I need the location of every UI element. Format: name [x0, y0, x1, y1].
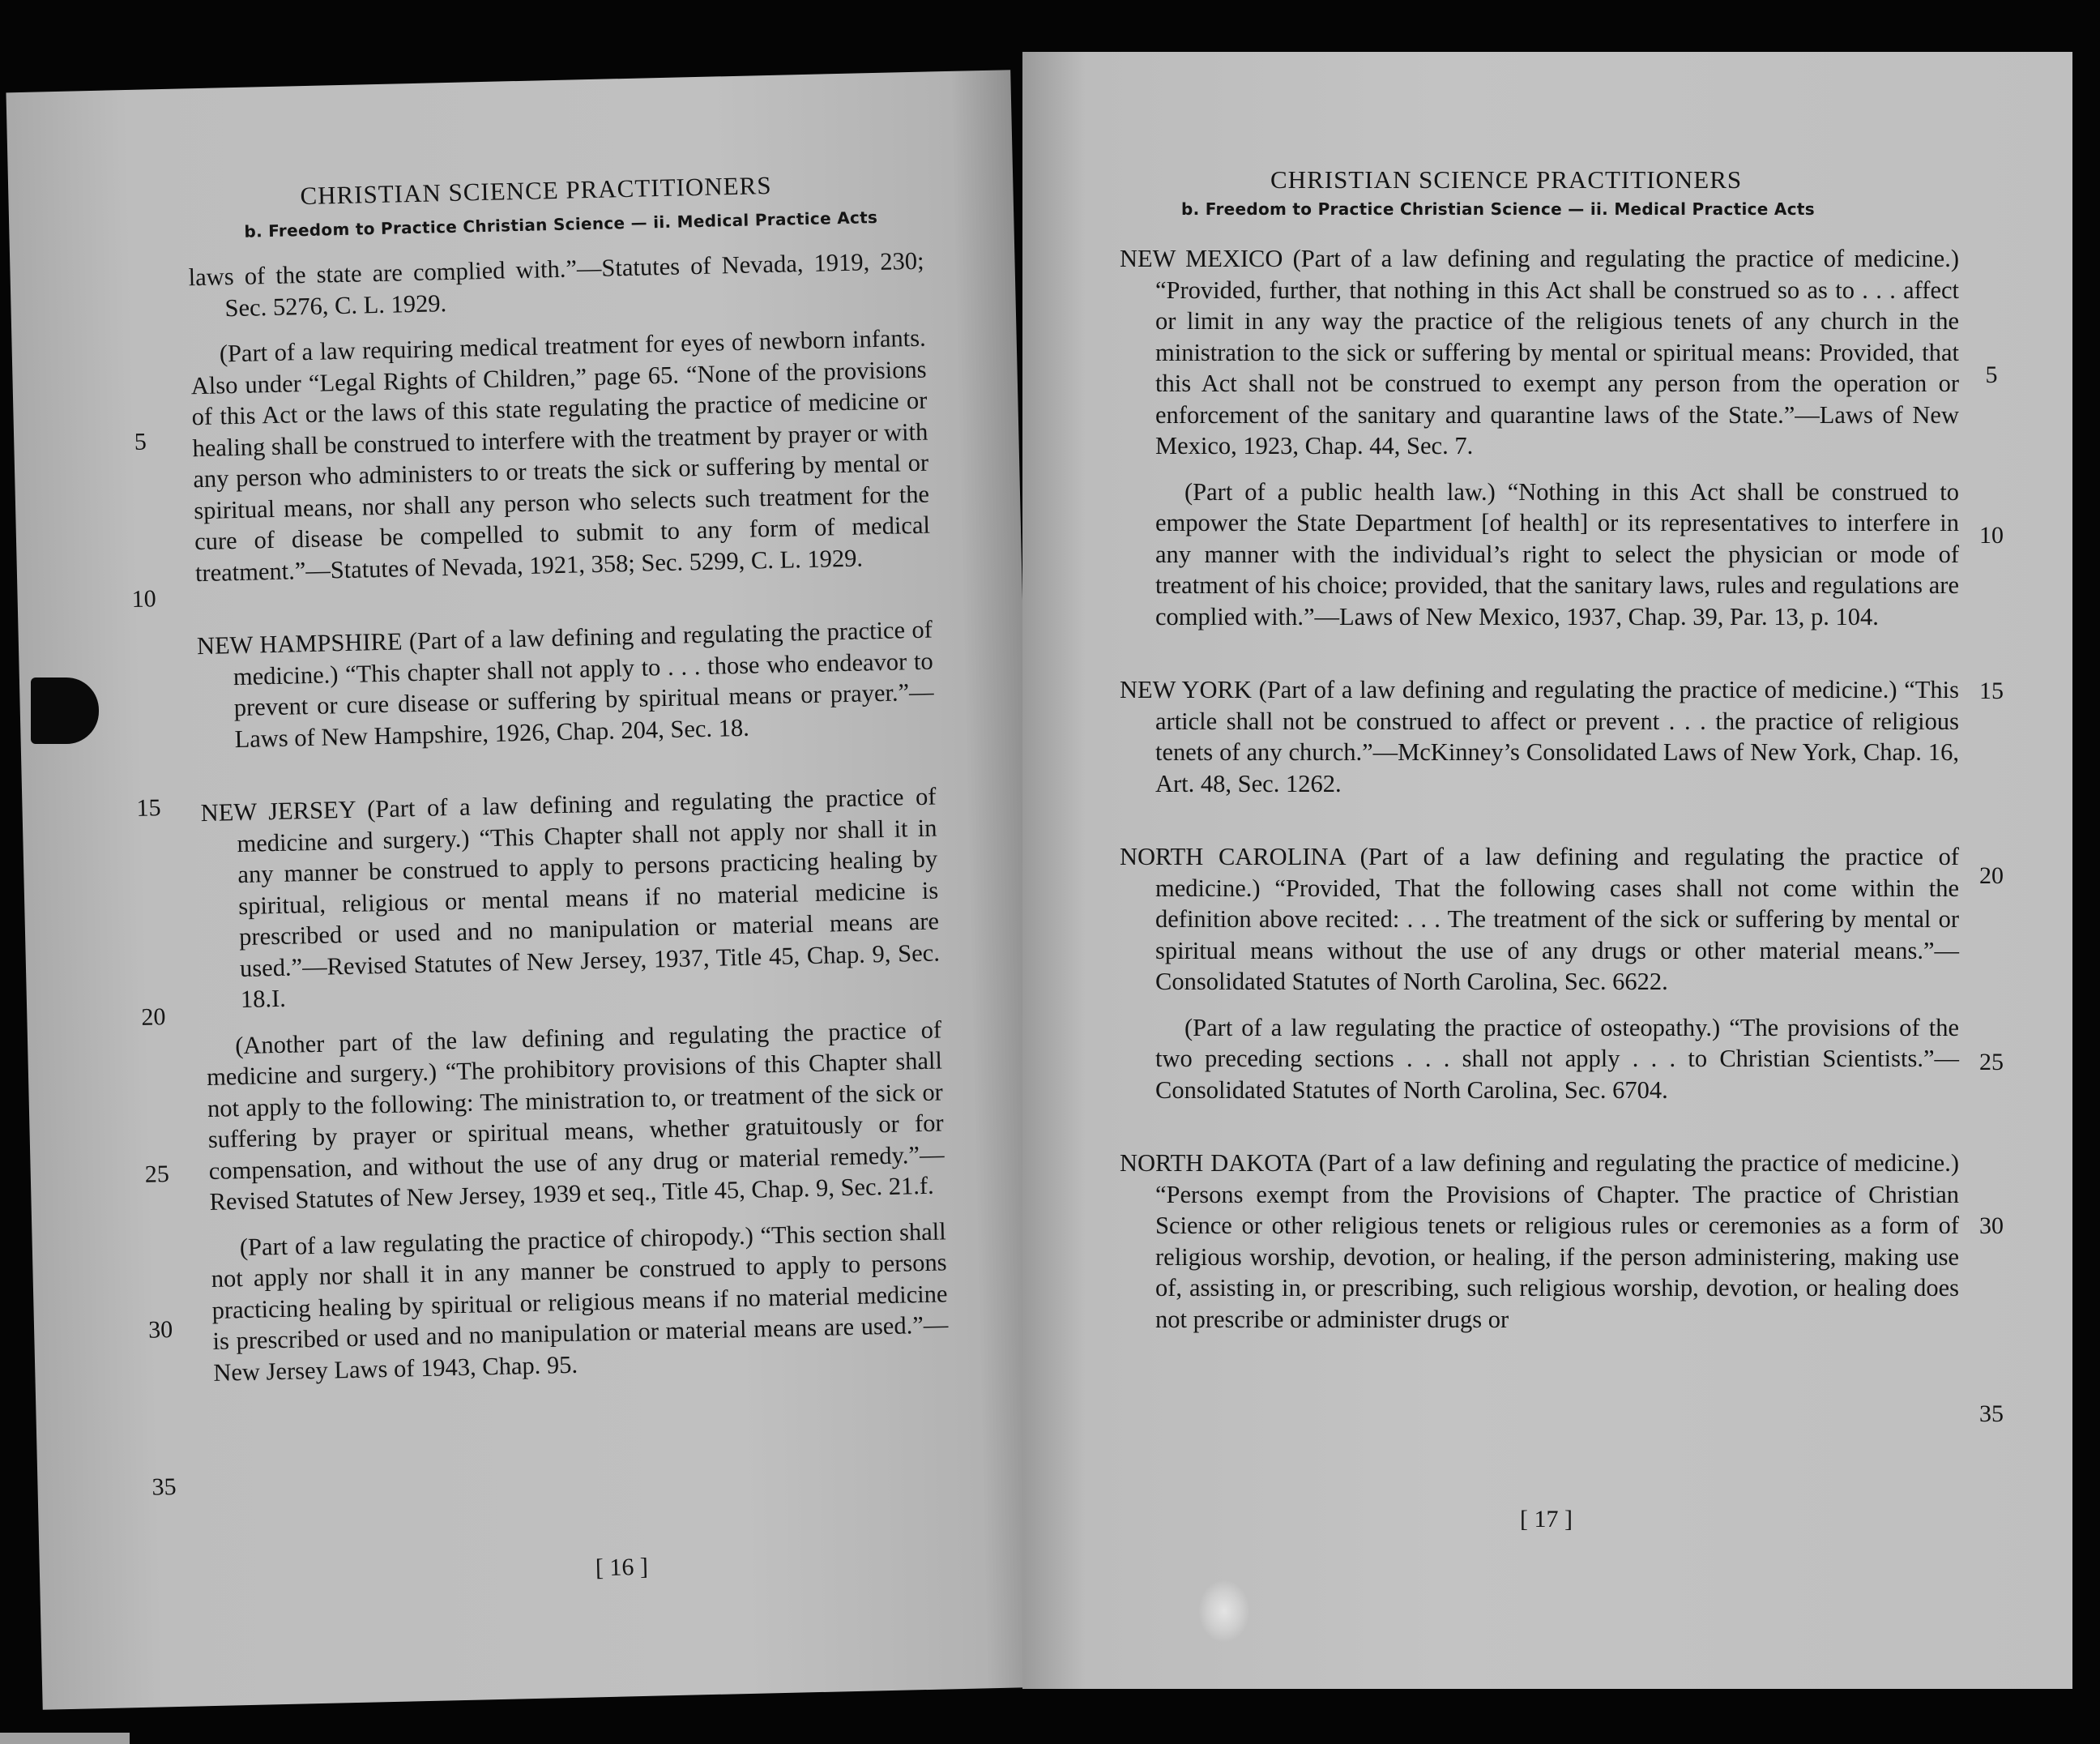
running-head-subtitle: b. Freedom to Practice Christian Science — ii. Medical Practice Acts	[244, 207, 878, 242]
paragraph-north-carolina: NORTH CAROLINA (Part of a law defining and regulating the practice of medicine.) “Provided, That the following cases shall not come within the definition above recited: . . . The treatment of the sick or suffering by mental or spiritual means without the use of any drugs or other material means.”—Consolidated Statutes of North Carolina, Sec. 6622.	[1120, 843, 1959, 995]
line-number: 30	[1979, 1212, 2004, 1239]
paragraph: laws of the state are complied with.”—Statutes of Nevada, 1919, 230; Sec. 5276, C. L. 1929.	[188, 246, 924, 322]
paragraph-new-mexico: NEW MEXICO (Part of a law defining and regulating the practice of medicine.) “Provided, further, that nothing in this Act shall be construed so as to . . . affect or limit in any way the practice of the religious tenets of any church in the ministration to the sick or suffering by mental or spiritual means: Provided, that this Act shall not be construed to exempt any person from the operation or enforcement of the sanitary and quarantine laws of the State.”—Laws of New Mexico, 1923, Chap. 44, Sec. 7.	[1120, 245, 1959, 460]
paragraph: (Another part of the law defining and regulating the practice of medicine and surgery.) “The prohibitory provisions of this Chapter shall not apply to the following: The ministration to, or treatment of the sick or suffering by prayer or spiritual means, whether gratuitously or for compensation, and without the use of any drug or material remedy.”—Revised Statutes of New Jersey, 1939 et seq., Title 45, Chap. 9, Sec. 21.f.	[206, 1015, 945, 1216]
line-number: 35	[152, 1473, 177, 1501]
paragraph-new-jersey: NEW JERSEY (Part of a law defining and regulating the practice of medicine and surgery.) “This Chapter shall not apply nor shall it in any manner be construed to apply to persons practicing healing by spiritual, religious or mental means if no material medicine is prescribed or used and no manipulation or material means are used.”—Revised Statutes of New Jersey, 1937, Title 45, Chap. 9, Sec. 18.I.	[200, 782, 941, 1014]
left-page	[6, 70, 1047, 1710]
paper-smudge	[1199, 1580, 1249, 1642]
right-page	[1022, 52, 2072, 1689]
line-number: 30	[147, 1316, 173, 1344]
line-number: 35	[1979, 1400, 2004, 1427]
right-text-block	[1120, 243, 1959, 1335]
page-number: [ 16 ]	[595, 1553, 649, 1582]
paragraph: (Part of a law requiring medical treatment for eyes of newborn infants. Also under “Legal Rights of Children,” page 65. “None of the provisions of this Act or the laws of this state regulating the practice of medicine or healing shall be construed to interfere with the treatment by prayer or with any person who administers to or treats the sick or suffering by mental or spiritual means, nor shall any person who selects such treatment for the cure of disease be compelled to submit to any form of medical treatment.”—Statutes of Nevada, 1921, 358; Sec. 5299, C. L. 1929.	[190, 323, 931, 587]
line-number: 10	[1979, 522, 2004, 549]
page-tab-marker	[31, 678, 99, 744]
edge-strip	[0, 1733, 130, 1744]
line-number: 25	[1979, 1049, 2004, 1075]
paragraph: (Part of a public health law.) “Nothing in this Act shall be construed to empower the State Department [of health] or its representatives to interfere in any manner with the individual’s right to select the physician or mode of treatment of his choice; provided, that the sanitary laws, rules and regulations are complied with.”—Laws of New Mexico, 1937, Chap. 39, Par. 13, p. 104.	[1155, 477, 1959, 630]
line-number: 15	[1979, 678, 2004, 704]
line-number: 20	[1979, 862, 2004, 889]
paragraph-north-dakota: NORTH DAKOTA (Part of a law defining and regulating the practice of medicine.) “Persons exempt from the Provisions of Chapter. The practice of Christian Science or other religious tenets or religious rules or ceremonies as a form of religious worship, devotion, or healing, if the person administering, making use of, assisting in, or prescribing, such religious worship, devotion, or healing does not prescribe or administer drugs or	[1120, 1149, 1959, 1333]
running-head-subtitle: b. Freedom to Practice Christian Science — ii. Medical Practice Acts	[1181, 199, 1815, 219]
line-number: 15	[136, 794, 161, 822]
line-number: 5	[134, 428, 147, 455]
paragraph: (Part of a law regulating the practice of chiropody.) “This section shall not apply nor shall it in any manner be construed to apply to persons practicing healing by spiritual or religious means if no material medicine is prescribed or used and no manipulation or material means are used.”—New Jersey Laws of 1943, Chap. 95.	[211, 1216, 949, 1387]
line-number: 10	[131, 585, 157, 613]
paragraph-new-hampshire: NEW HAMPSHIRE (Part of a law defining and regulating the practice of medicine.) “This chapter shall not apply to . . . those who endeavor to prevent or cure disease or suffering by spiritual means or prayer.”—Laws of New Hampshire, 1926, Chap. 204, Sec. 18.	[196, 615, 934, 753]
paragraph: (Part of a law regulating the practice of osteopathy.) “The provisions of the two preceding sections . . . shall not apply . . . to Christian Scientists.”—Consolidated Statutes of North Carolina, Sec. 6704.	[1155, 1013, 1959, 1104]
line-number: 5	[1985, 361, 1998, 388]
line-number: 25	[144, 1161, 170, 1188]
line-number: 20	[141, 1003, 166, 1031]
running-head-title: CHRISTIAN SCIENCE PRACTITIONERS	[1270, 165, 1743, 194]
left-text-block	[188, 246, 949, 1388]
page-number: [ 17 ]	[1520, 1506, 1573, 1532]
paragraph-new-york: NEW YORK (Part of a law defining and regulating the practice of medicine.) “This article shall not be construed to affect or prevent . . . the practice of religious tenets of any church.”—McKinney’s Consolidated Laws of New York, Chap. 16, Art. 48, Sec. 1262.	[1120, 676, 1959, 797]
running-head-title: CHRISTIAN SCIENCE PRACTITIONERS	[300, 170, 772, 211]
